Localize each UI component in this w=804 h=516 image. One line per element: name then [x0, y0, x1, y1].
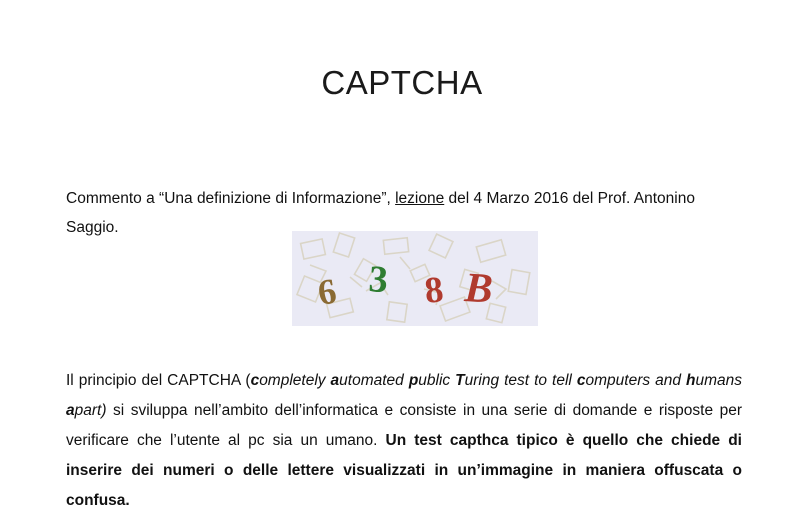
paragraph-part-1: Il principio del CAPTCHA ( [66, 371, 251, 389]
acronym-word-4: uring test to tell [464, 371, 577, 389]
acronym-word-3: ublic [418, 371, 456, 389]
svg-text:6: 6 [314, 270, 340, 313]
acronym-letter-p: p [408, 371, 419, 389]
acronym-letter-t: T [455, 371, 465, 389]
main-paragraph [66, 366, 742, 516]
acronym-letter-a2: a [66, 401, 75, 419]
lezione-link[interactable]: lezione [395, 189, 445, 207]
acronym-word-1: ompletely [259, 371, 331, 389]
captcha-image [292, 231, 538, 326]
svg-text:B: B [463, 265, 494, 313]
svg-text:3: 3 [367, 258, 390, 302]
acronym-word-6: umans [695, 371, 742, 389]
paragraph-bold-tail: Un test capthca tipico è quello che chiede di inserire dei numeri o delle lettere visualizzati in un’immagine in maniera offuscata o confusa. [66, 431, 742, 509]
intro-text-before-link: Commento a “Una definizione di Informazione”, [66, 189, 396, 207]
acronym-letter-a1: a [330, 371, 340, 389]
paragraph-part-2: si sviluppa nell’ambito dell’informatica e consiste in una serie di domande e risposte per verificare che l’utente al pc sia un umano. [66, 401, 742, 449]
svg-text:8: 8 [422, 269, 446, 312]
acronym-letter-c2: c [576, 371, 586, 389]
acronym-word-7: part) [74, 401, 107, 419]
intro-text-after-link: del 4 Marzo 2016 del Prof. Antonino Saggio. [66, 189, 695, 236]
acronym-letter-c1: c [250, 371, 260, 389]
acronym-word-5: omputers and [585, 371, 686, 389]
acronym-letter-h: h [686, 371, 696, 389]
page-title: CAPTCHA [321, 64, 483, 102]
acronym-word-2: utomated [339, 371, 409, 389]
